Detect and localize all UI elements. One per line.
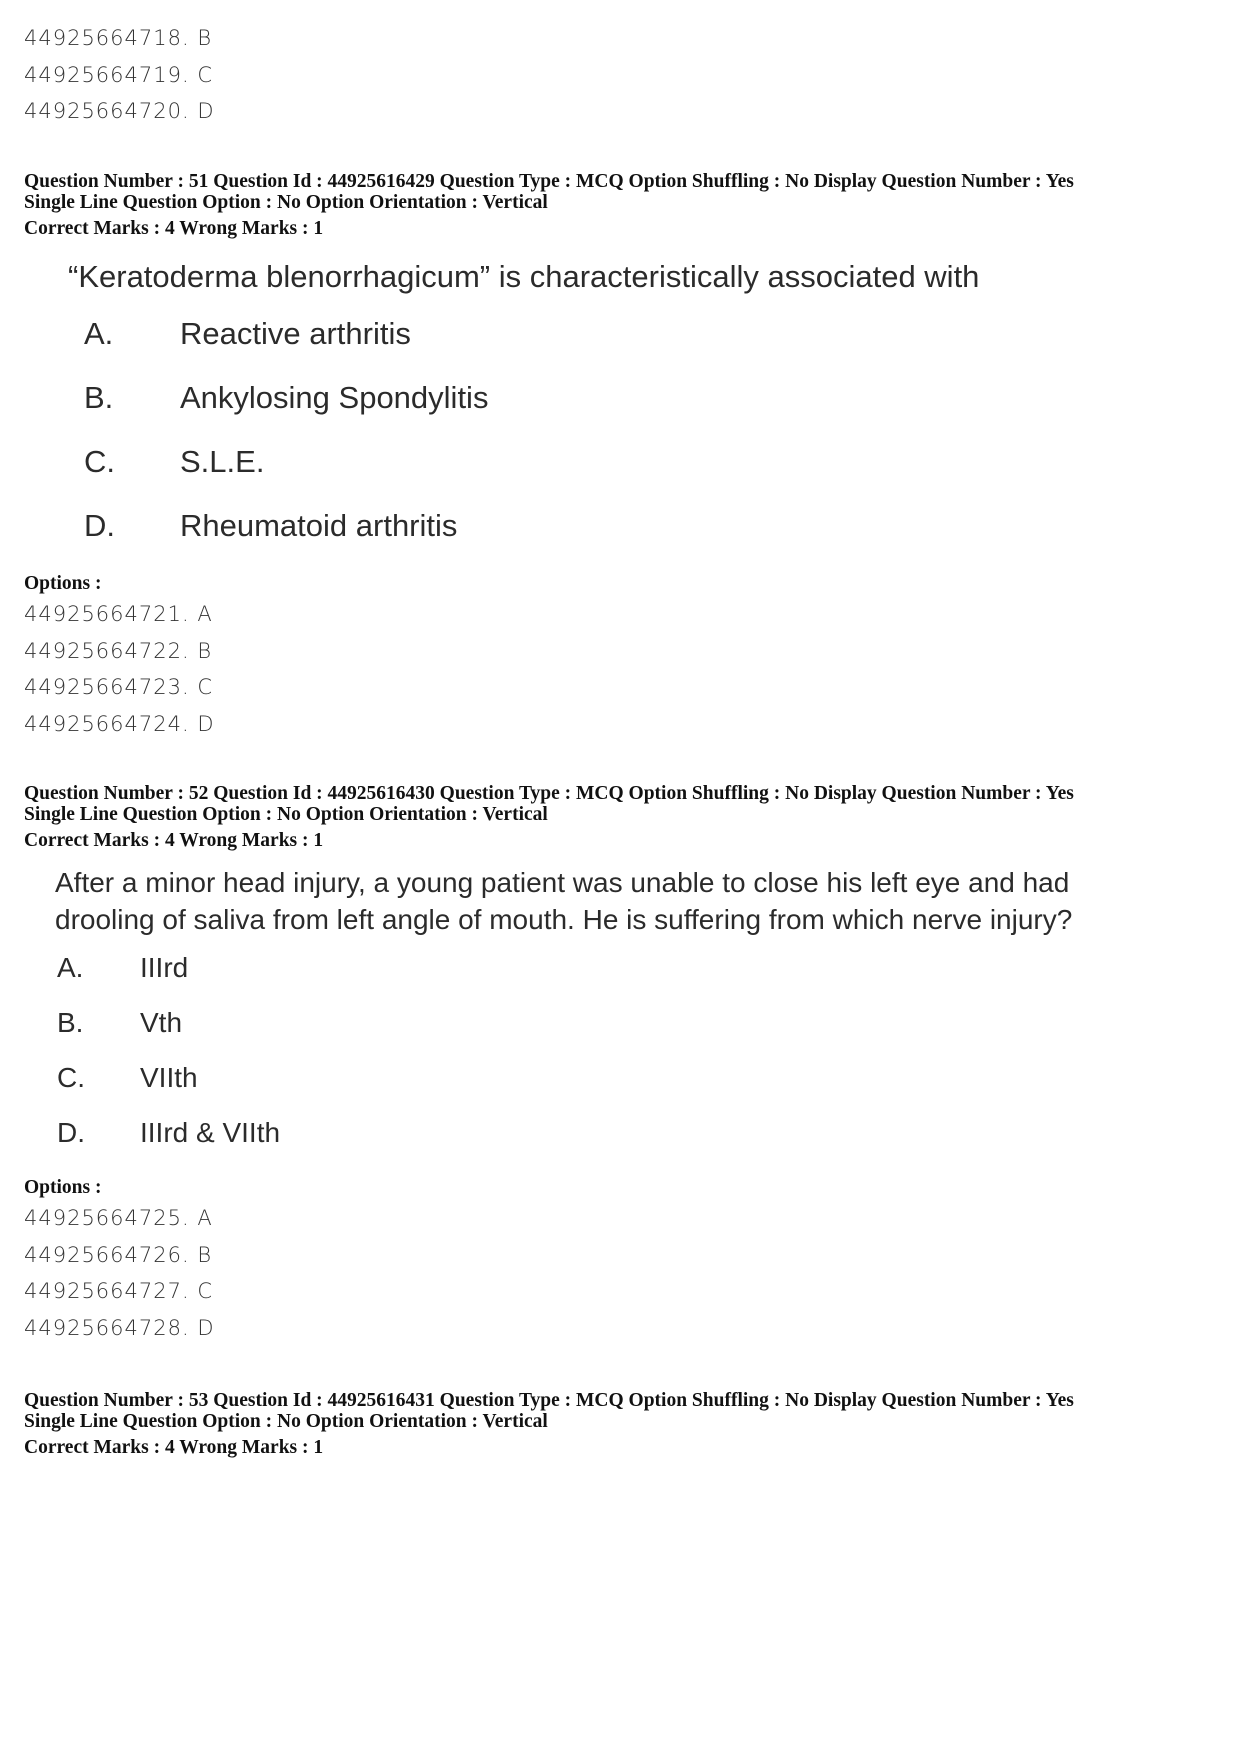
question-marks: Correct Marks : 4 Wrong Marks : 1 (24, 1437, 324, 1458)
option-line: 44925664725. A (24, 1206, 213, 1230)
option-line: 44925664718. B (24, 26, 213, 50)
option-line: 44925664722. B (24, 638, 213, 663)
question-52-image (55, 864, 1072, 1172)
question-52-meta (24, 783, 1074, 851)
question-meta-line-1: Question Number : 53 Question Id : 44925616431 Question Type : MCQ Option Shuffling : No Display Question Number : Yes (24, 1390, 1074, 1411)
option-line: 44925664723. C (24, 675, 214, 699)
question-marks: Correct Marks : 4 Wrong Marks : 1 (24, 218, 324, 239)
choice-d: D. Rheumatoid arthritis (84, 508, 458, 543)
option-line: 44925664719. C (24, 62, 214, 87)
question-marks: Correct Marks : 4 Wrong Marks : 1 (24, 830, 324, 851)
question-51-meta (24, 171, 1074, 239)
question-53-meta (24, 1390, 1074, 1458)
question-stem: After a minor head injury, a young patient was unable to close his left eye and had drooling of saliva from left angle of mouth. He is suffering from which nerve injury? (55, 867, 1073, 935)
option-line: 44925664726. B (24, 1242, 213, 1267)
option-line: 44925664727. C (24, 1279, 214, 1303)
question-stem: “Keratoderma blenorrhagicum” is characteristically associated with (68, 259, 980, 294)
option-line: 44925664721. A (24, 602, 213, 626)
choice-a: A. IIIrd (57, 952, 189, 983)
option-line: 44925664728. D (24, 1315, 215, 1340)
choice-b: B. Ankylosing Spondylitis (84, 380, 489, 415)
option-line: 44925664724. D (24, 711, 215, 736)
question-meta-line-2: Single Line Question Option : No Option Orientation : Vertical (24, 1411, 548, 1432)
question-meta-line-1: Question Number : 51 Question Id : 44925616429 Question Type : MCQ Option Shuffling : No Display Question Number : Yes (24, 171, 1074, 192)
question-52-options (24, 1176, 215, 1346)
choice-c: C. S.L.E. (84, 444, 265, 479)
choice-d: D. IIIrd & VIIth (57, 1117, 281, 1148)
choice-a: A. Reactive arthritis (84, 316, 411, 351)
choice-list (68, 316, 979, 572)
choice-c: C. VIIth (57, 1062, 198, 1093)
question-meta-line-2: Single Line Question Option : No Option Orientation : Vertical (24, 192, 548, 213)
options-label: Options : (24, 1177, 102, 1198)
options-label: Options : (24, 573, 102, 594)
option-line: 44925664720. D (24, 99, 215, 123)
choice-b: B. Vth (57, 1007, 183, 1038)
question-51-options (24, 572, 215, 742)
leading-options-list (24, 20, 215, 130)
question-meta-line-2: Single Line Question Option : No Option Orientation : Vertical (24, 804, 548, 825)
choice-list (55, 952, 1072, 1172)
question-meta-line-1: Question Number : 52 Question Id : 44925616430 Question Type : MCQ Option Shuffling : No Display Question Number : Yes (24, 783, 1074, 804)
question-51-image (68, 254, 979, 572)
